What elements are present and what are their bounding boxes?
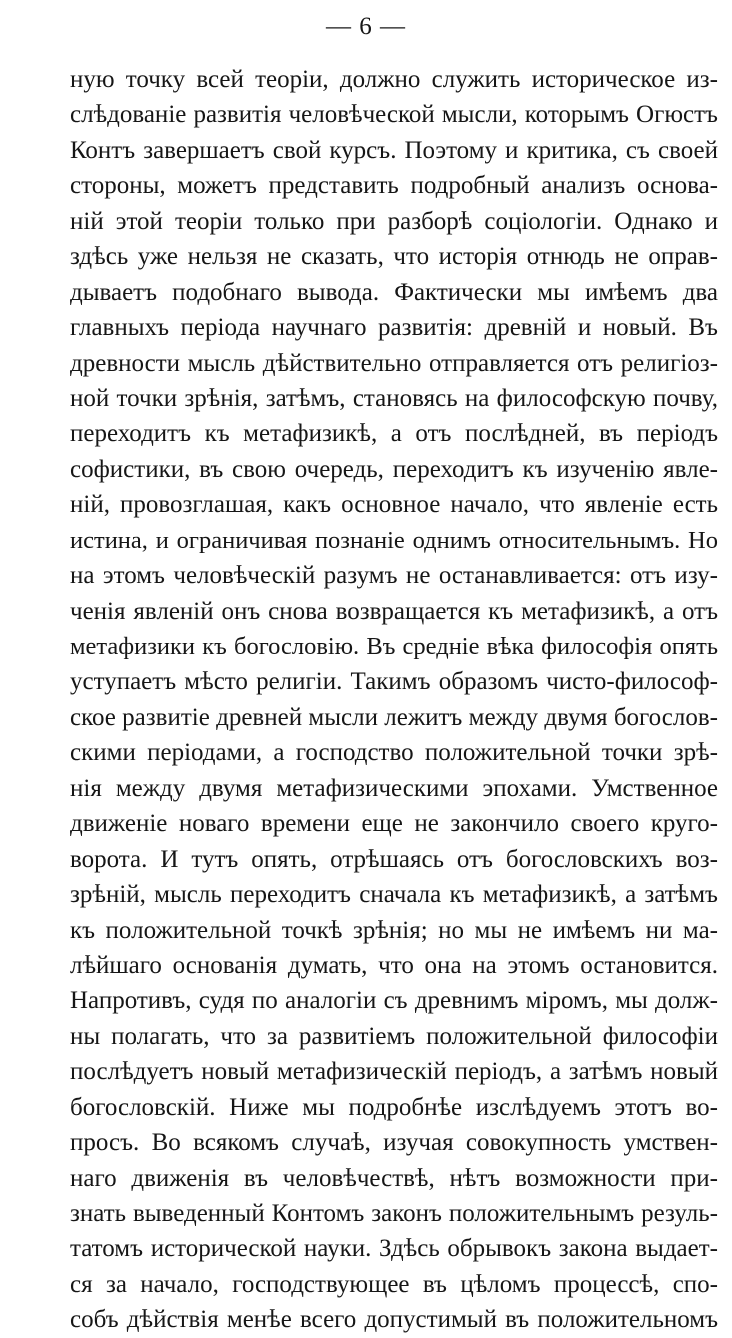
text-line: уступаетъ мѣсто религіи. Такимъ образомъ чисто-философ- (70, 668, 718, 696)
text-line: лѣйшаго основанія думать, что она на этомъ остановится. (70, 951, 718, 979)
text-line: скими періодами, а господство положительной точки зрѣ- (70, 739, 718, 767)
text-line: главныхъ періода научнаго развитія: древній и новый. Въ (70, 314, 718, 342)
text-line: ское развитіе древней мысли лежитъ между двумя богослов- (70, 703, 718, 731)
text-line: метафизики къ богословію. Въ средніе вѣка философія опять (70, 633, 718, 660)
text-line: ворота. И тутъ опять, отрѣшаясь отъ богословскихъ воз- (70, 845, 718, 873)
text-line: ній, провозглашая, какъ основное начало, что явленіе есть (70, 491, 718, 519)
body-text (70, 62, 718, 1338)
text-line: собъ дѣйствія менѣе всего допустимый въ положительномъ (70, 1306, 718, 1334)
text-line: на этомъ человѣческій разумъ не останавливается: отъ изу- (70, 562, 718, 590)
text-line: ны полагать, что за развитіемъ положительной философіи (70, 1022, 718, 1050)
text-line: ченія явленій онъ снова возвращается къ метафизикѣ, а отъ (70, 597, 718, 625)
text-line: движеніе новаго времени еще не закончило своего круго- (70, 810, 718, 838)
text-line: послѣдуетъ новый метафизическій періодъ, а затѣмъ новый (70, 1058, 718, 1086)
text-line: знать выведенный Контомъ законъ положительнымъ резуль- (70, 1200, 718, 1227)
text-line: слѣдованіе развитія человѣческой мысли, которымъ Огюстъ (70, 101, 718, 129)
text-line: ной точки зрѣнія, затѣмъ, становясь на философскую почву, (70, 384, 718, 412)
text-line: стороны, можетъ представить подробный анализъ основа- (70, 172, 718, 200)
page-number-header: — 6 — (326, 13, 406, 40)
text-line: зрѣній, мысль переходитъ сначала къ метафизикѣ, а затѣмъ (70, 881, 718, 909)
text-line: здѣсь уже нельзя не сказать, что исторія отнюдь не оправ- (70, 243, 718, 271)
text-line: ся за начало, господствующее въ цѣломъ процессѣ, спо- (70, 1270, 718, 1298)
text-line: ній этой теоріи только при разборѣ соціологіи. Однако и (70, 207, 718, 235)
text-line: ную точку всей теоріи, должно служить историческое из- (70, 66, 718, 93)
text-line: Контъ завершаетъ свой курсъ. Поэтому и критика, съ своей (70, 136, 718, 164)
text-line: древности мысль дѣйствительно отправляется отъ религіоз- (70, 349, 718, 377)
text-line: Напротивъ, судя по аналогіи съ древнимъ міромъ, мы долж- (70, 987, 718, 1015)
text-line: переходитъ къ метафизикѣ, а отъ послѣдней, въ періодъ (70, 420, 718, 448)
text-line: софистики, въ свою очередь, переходитъ къ изученію явле- (70, 455, 718, 483)
text-line: богословскій. Ниже мы подробнѣе изслѣдуемъ этотъ во- (70, 1093, 718, 1121)
text-line: истина, и ограничивая познаніе однимъ относительнымъ. Но (70, 526, 718, 554)
text-line: наго движенія въ человѣчествѣ, нѣтъ возможности при- (70, 1164, 718, 1192)
text-line: просъ. Во всякомъ случаѣ, изучая совокупность умствен- (70, 1129, 718, 1157)
text-line: къ положительной точкѣ зрѣнія; но мы не имѣемъ ни ма- (70, 916, 718, 944)
text-line: дываетъ подобнаго вывода. Фактически мы имѣемъ два (70, 278, 718, 306)
text-line: нія между двумя метафизическими эпохами. Умственное (70, 774, 718, 802)
text-line: татомъ исторической науки. Здѣсь обрывокъ закона выдает- (70, 1235, 718, 1263)
